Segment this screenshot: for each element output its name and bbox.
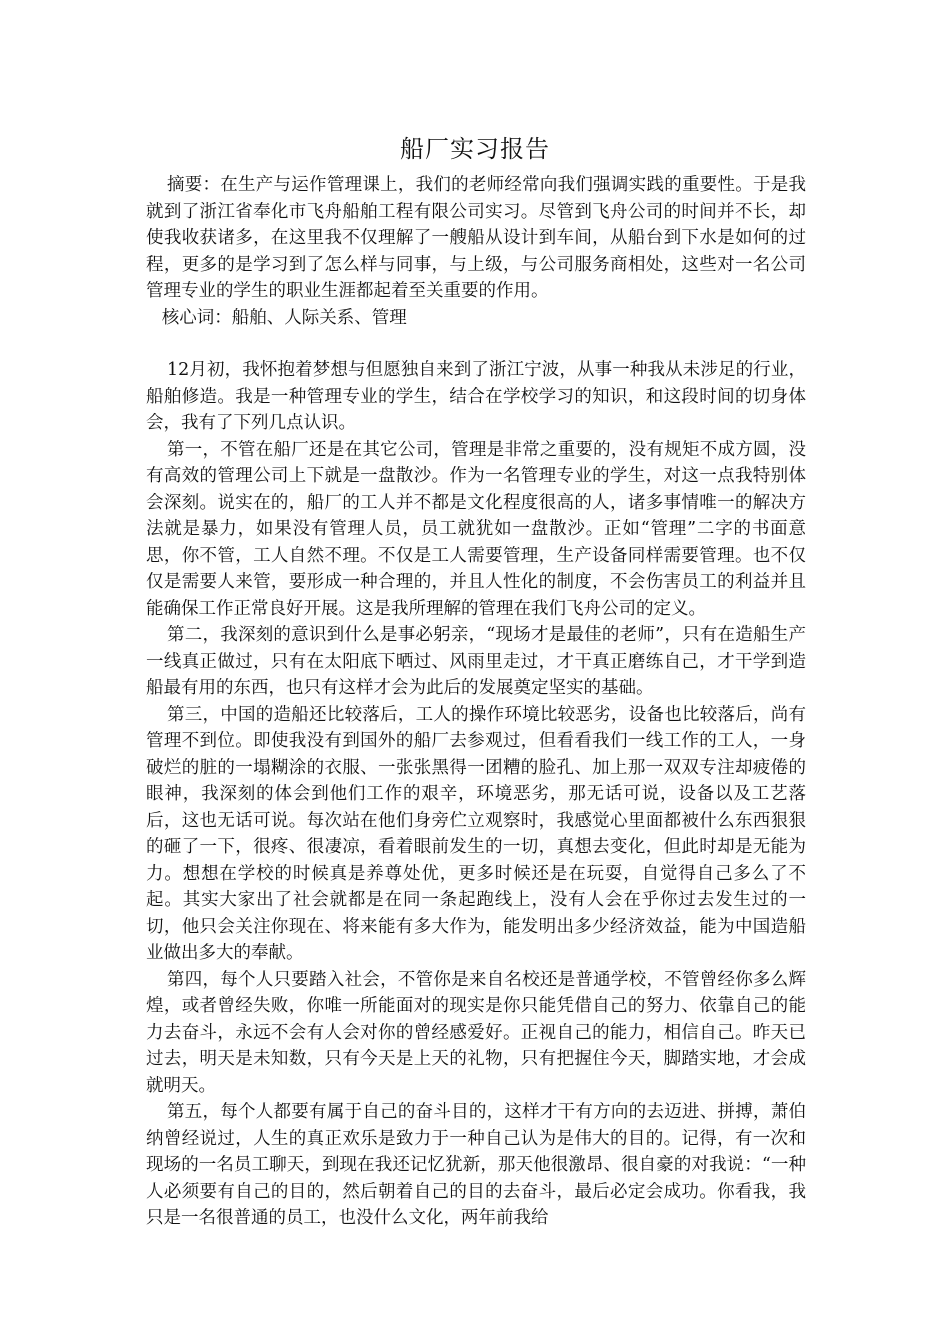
section-spacer (146, 331, 806, 357)
body-paragraph-second: 第二，我深刻的意识到什么是事必躬亲，“现场才是最佳的老师”，只有在造船生产一线真正做过，只有在太阳底下晒过、风雨里走过，才干真正磨练自己，才干学到造船最有用的东西，也只有这样才会为此后的发展奠定坚实的基础。 (146, 625, 806, 698)
body-paragraph-intro: 12月初，我怀抱着梦想与但愿独自来到了浙江宁波，从事一种我从未涉足的行业，船舶修造。我是一种管理专业的学生，结合在学校学习的知识，和这段时间的切身体会，我有了下列几点认识。 (146, 360, 806, 433)
body-paragraph-fourth: 第四，每个人只要踏入社会，不管你是来自名校还是普通学校，不管曾经你多么辉煌，或者曾经失败，你唯一所能面对的现实是你只能凭借自己的努力、依靠自己的能力去奋斗，永远不会有人会对你的曾经感爱好。正视自己的能力，相信自己。昨天已过去，明天是未知数，只有今天是上天的礼物，只有把握住今天，脚踏实地，才会成就明天。 (146, 969, 806, 1096)
body-paragraph-fifth: 第五，每个人都要有属于自己的奋斗目的，这样才干有方向的去迈进、拼搏，萧伯纳曾经说过，人生的真正欢乐是致力于一种自己认为是伟大的目的。记得，有一次和现场的一名员工聊天，到现在我还记忆犹新，那天他很激昂、很自豪的对我说：“一种人必须要有自己的目的，然后朝着自己的目的去奋斗，最后必定会成功。你看我，我只是一名很普通的员工，也没什么文化，两年前我给 (146, 1102, 806, 1228)
abstract-paragraph: 摘要：在生产与运作管理课上，我们的老师经常向我们强调实践的重要性。于是我就到了浙江省奉化市飞舟船舶工程有限公司实习。尽管到飞舟公司的时间并不长，却使我收获诸多，在这里我不仅理解了一艘船从设计到车间，从船台到下水是如何的过程，更多的是学习到了怎么样与同事，与上级，与公司服务商相处，这些对一名公司管理专业的学生的职业生涯都起着至关重要的作用。 (146, 175, 806, 301)
body-paragraph-first: 第一，不管在船厂还是在其它公司，管理是非常之重要的，没有规矩不成方圆，没有高效的管理公司上下就是一盘散沙。作为一名管理专业的学生，对这一点我特别体会深刻。说实在的，船厂的工人并不都是文化程度很高的人，诸多事情唯一的解决方法就是暴力，如果没有管理人员，员工就犹如一盘散沙。正如“管理”二字的书面意思，你不管，工人自然不理。不仅是工人需要管理，生产设备同样需要管理。也不仅仅是需要人来管，要形成一种合理的，并且人性化的制度，不会伤害员工的利益并且能确保工作正常良好开展。这是我所理解的管理在我们飞舟公司的定义。 (146, 439, 806, 619)
keywords-line: 核心词：船舶、人际关系、管理 (161, 307, 407, 328)
document-title: 船厂实习报告 (400, 135, 550, 163)
document-body (146, 172, 806, 1232)
body-paragraph-third: 第三，中国的造船还比较落后，工人的操作环境比较恶劣，设备也比较落后，尚有管理不到位。即使我没有到国外的船厂去参观过，但看看我们一线工作的工人，一身破烂的脏的一塌糊涂的衣服、一张张黑得一团糟的脸孔、加上那一双双专注却疲倦的眼神，我深刻的体会到他们工作的艰辛，环境恶劣，那无话可说，设备以及工艺落后，这也无话可说。每次站在他们身旁伫立观察时，我感觉心里面都被什么东西狠狠的砸了一下，很疼、很凄凉，看着眼前发生的一切，真想去变化，但此时却是无能为力。想想在学校的时候真是养尊处优，更多时候还是在玩耍，自觉得自己多么了不起。其实大家出了社会就都是在同一条起跑线上，没有人会在乎你过去发生过的一切，他只会关注你现在、将来能有多大作为，能发明出多少经济效益，能为中国造船业做出多大的奉献。 (146, 704, 806, 963)
